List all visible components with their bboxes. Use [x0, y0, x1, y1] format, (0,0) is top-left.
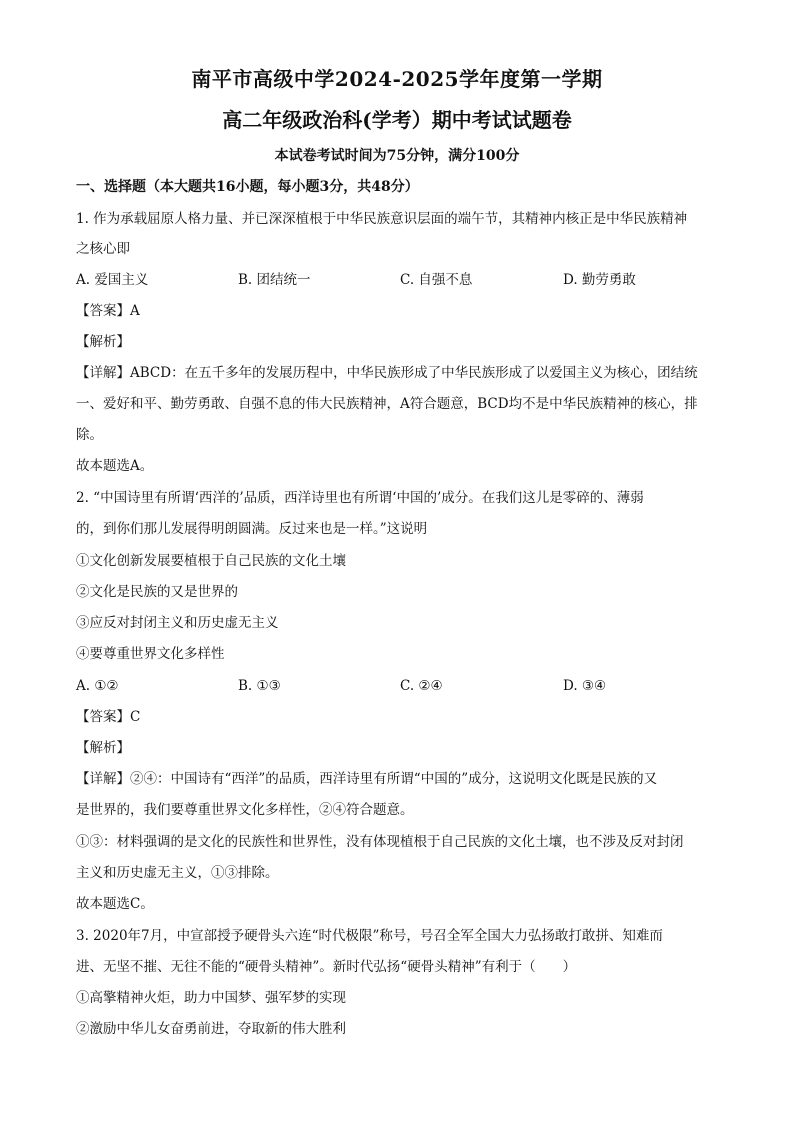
q3-item-1: ①高擎精神火炬，助力中国梦、强军梦的实现 [76, 990, 346, 1006]
q1-option-b: B. 团结统一 [238, 272, 311, 288]
exam-title: 南平市高级中学2024-2025学年度第一学期 [191, 67, 603, 91]
q1-stem-line2: 之核心即 [76, 241, 130, 257]
q1-option-a: A. 爱国主义 [76, 272, 149, 288]
q1-conclusion: 故本题选A。 [76, 458, 154, 474]
q1-detail-line3: 除。 [76, 427, 103, 443]
q1-option-d: D. 勤劳勇敢 [563, 272, 636, 288]
q2-item-3: ③应反对封闭主义和历史虚无主义 [76, 615, 279, 631]
exam-time-note: 本试卷考试时间为75分钟，满分100分 [274, 148, 520, 164]
q1-option-c: C. 自强不息 [400, 272, 473, 288]
q2-detail-line2: 是世界的，我们要尊重世界文化多样性，②④符合题意。 [76, 802, 414, 818]
q2-detail-line4: 主义和历史虚无主义，①③排除。 [76, 865, 279, 881]
exam-subtitle-title: 高二年级政治科(学考）期中考试试题卷 [222, 108, 572, 132]
q3-stem-line2: 进、无坚不摧、无往不能的“硬骨头精神”。新时代弘扬“硬骨头精神”有利于（ ） [76, 959, 577, 975]
q1-stem-line1: 1. 作为承载屈原人格力量、并已深深植根于中华民族意识层面的端午节，其精神内核正是中华民族精神 [76, 211, 688, 227]
q2-detail-line1: 【详解】②④：中国诗有“西洋”的品质，西洋诗里有所谓“中国的”成分，这说明文化既是民族的又 [76, 771, 658, 787]
q2-stem-line1: 2. “中国诗里有所谓‘西洋的’品质，西洋诗里也有所谓‘中国的’成分。在我们这儿是零碎的、薄弱 [76, 490, 644, 506]
q3-stem-line1: 3. 2020年7月，中宣部授予硬骨头六连“时代极限”称号，号召全军全国大力弘扬敢打敢拼、知难而 [76, 928, 663, 944]
q1-answer: 【答案】A [76, 303, 140, 319]
q2-option-b: B. ①③ [238, 678, 281, 694]
q2-detail-line3: ①③：材料强调的是文化的民族性和世界性，没有体现植根于自己民族的文化土壤，也不涉及反对封闭 [76, 834, 684, 850]
q1-detail-line2: 一、爱好和平、勤劳勇敢、自强不息的伟大民族精神，A符合题意，BCD均不是中华民族精神的核心，排 [76, 396, 698, 412]
q2-analysis-label: 【解析】 [76, 740, 130, 756]
q3-item-2: ②激励中华儿女奋勇前进，夺取新的伟大胜利 [76, 1021, 346, 1037]
q2-option-a: A. ①② [76, 678, 119, 694]
q2-stem-line2: 的，到你们那儿发展得明朗圆满。反过来也是一样。”这说明 [76, 521, 428, 537]
q1-analysis-label: 【解析】 [76, 334, 130, 350]
q2-answer: 【答案】C [76, 709, 141, 725]
q1-detail-line1: 【详解】ABCD：在五千多年的发展历程中，中华民族形成了中华民族形成了以爱国主义为核心，团结统 [76, 365, 698, 381]
q2-item-4: ④要尊重世界文化多样性 [76, 646, 225, 662]
section-heading: 一、选择题（本大题共16小题，每小题3分，共48分） [76, 179, 419, 195]
q2-item-2: ②文化是民族的又是世界的 [76, 584, 238, 600]
q2-option-d: D. ③④ [563, 678, 607, 694]
q2-option-c: C. ②④ [400, 678, 443, 694]
q2-conclusion: 故本题选C。 [76, 896, 154, 912]
q2-item-1: ①文化创新发展要植根于自己民族的文化土壤 [76, 553, 346, 569]
